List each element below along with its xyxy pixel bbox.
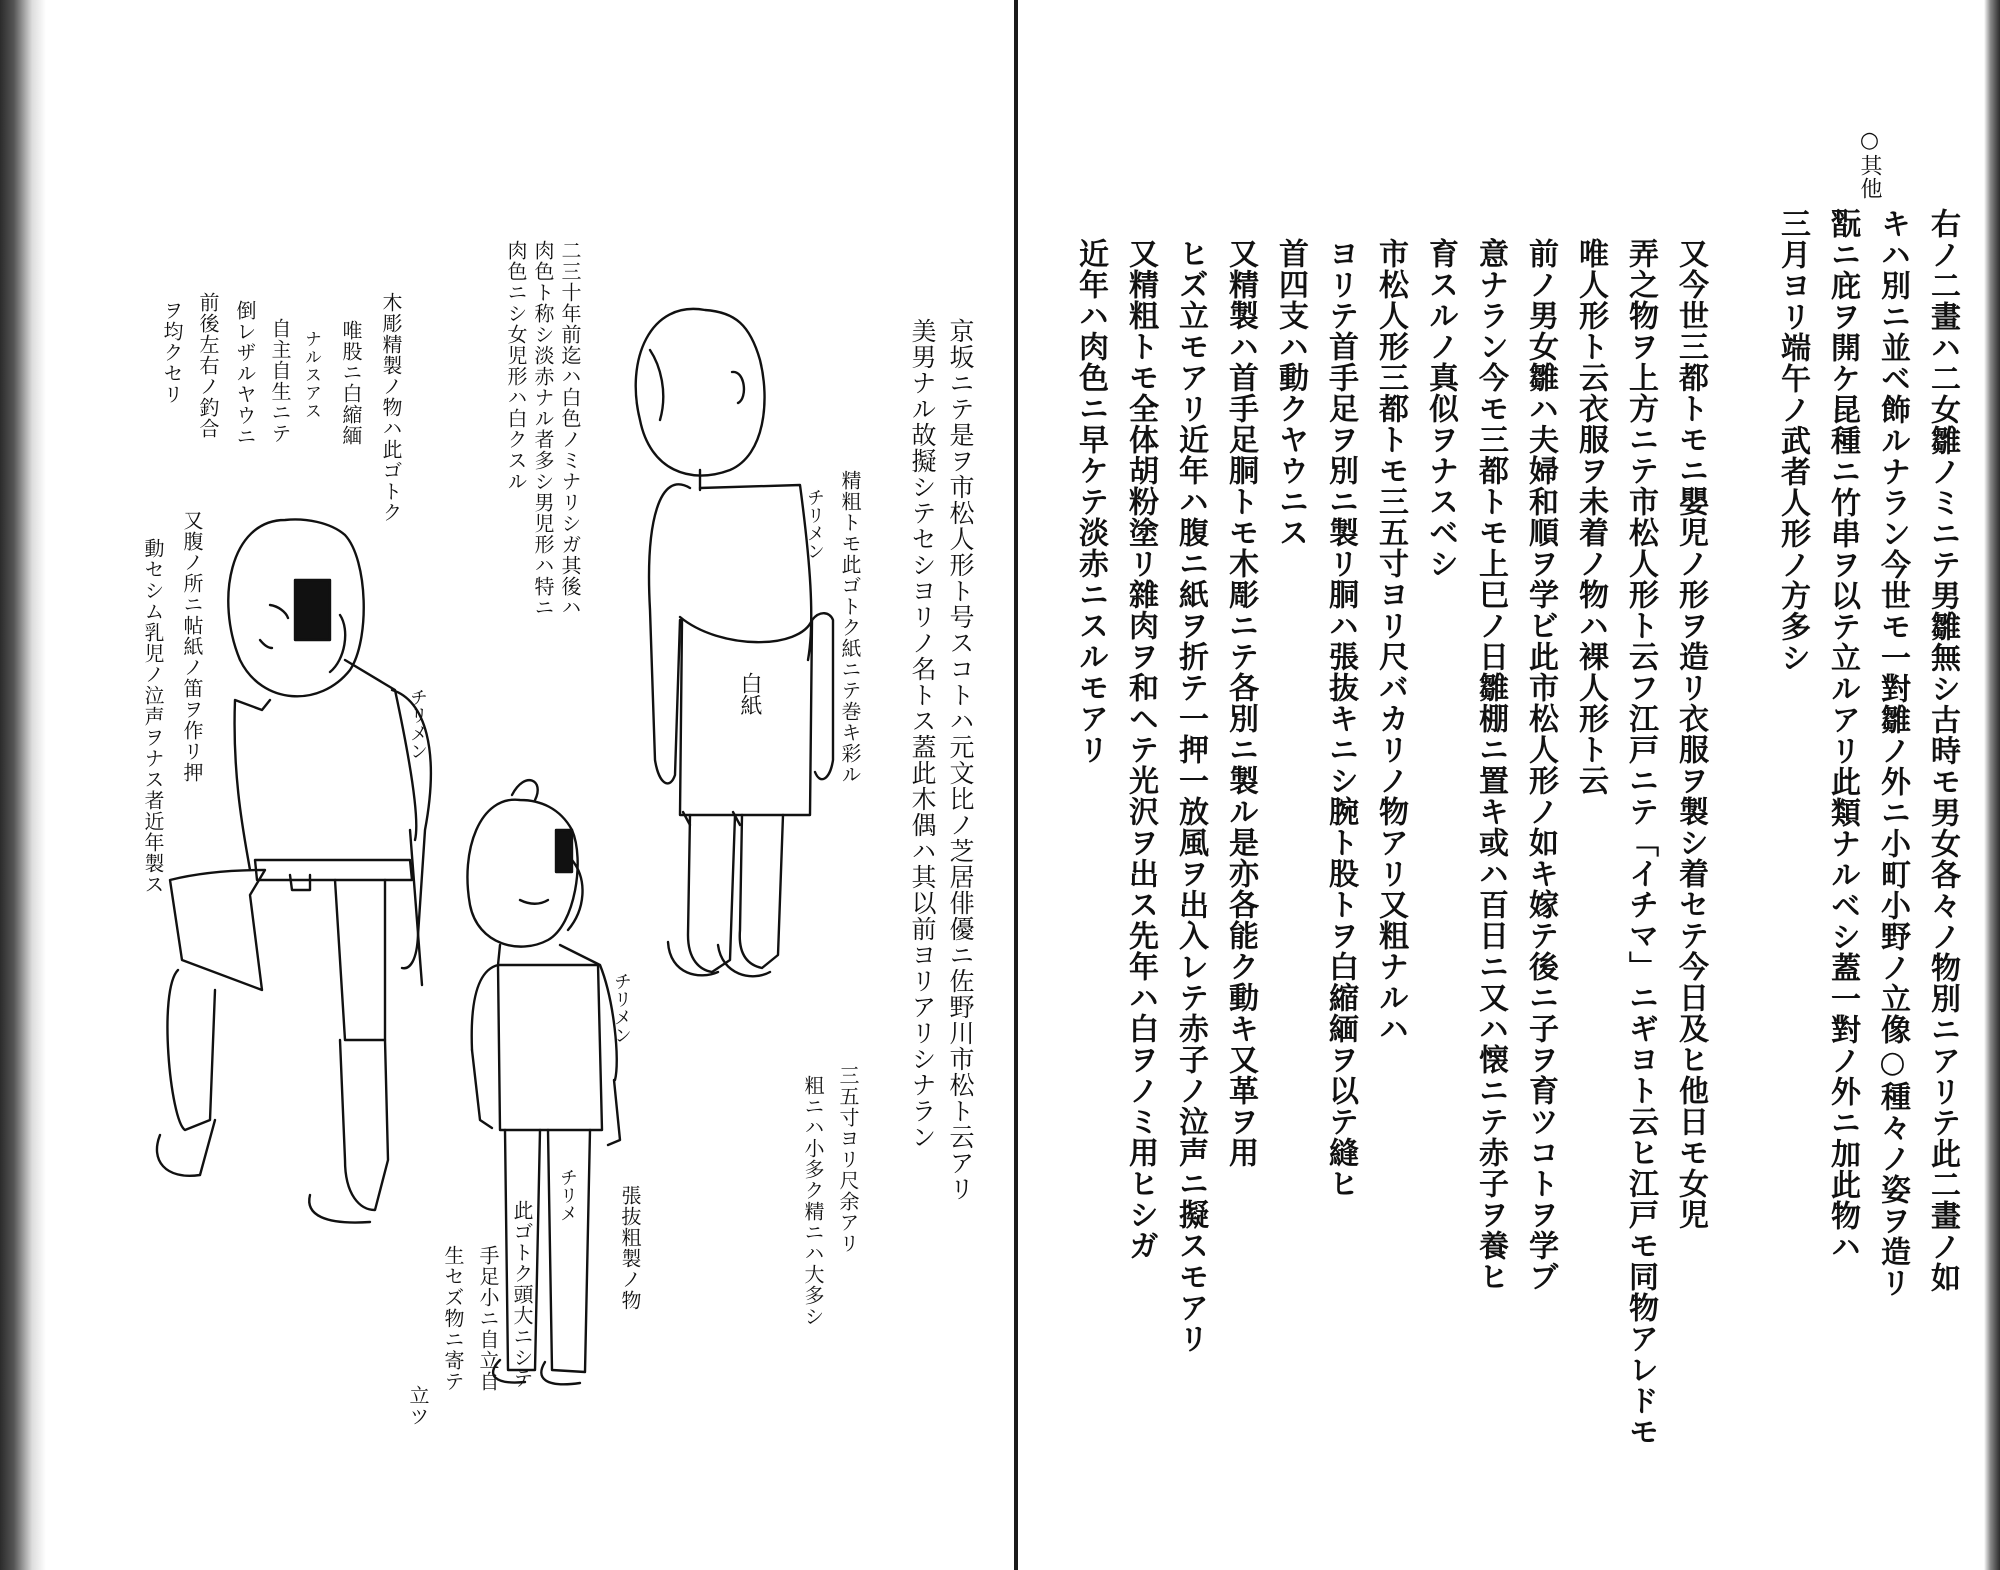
text-column-17: 近年ハ肉色ニ早ケテ淡赤ニスルモアリ [1073, 238, 1108, 765]
note-column-21: 三五寸ヨリ尺余アリ [836, 1065, 860, 1254]
note-column-18: 手足小ニ自立自 [476, 1245, 500, 1392]
text-column-12: ヨリテ首手足ヲ別ニ製リ胴ハ張抜キニシ腕ト股トヲ白縮緬ヲ以テ縫ヒ [1323, 238, 1358, 1199]
text-column-7: 唯人形ト云衣服ヲ未着ノ物ハ裸人形ト云 [1573, 238, 1608, 796]
note-column-22: 粗ニハ小多ク精ニハ大多シ [801, 1075, 825, 1327]
wooden-doll-figure [157, 520, 431, 1223]
text-column-15: ヒズ立モアリ近年ハ腹ニ紙ヲ折テ一押一放風ヲ出入レテ赤子ノ泣声ニ擬スモアリ [1173, 238, 1208, 1354]
text-column-1: 右ノ二畫ハ二女雛ノミニテ男雛無シ古時モ男女各々ノ物別ニアリテ此二畫ノ如 [1925, 208, 1960, 1293]
note-column-12: 前後左右ノ釣合 [196, 292, 220, 439]
text-column-10: 育スルノ真似ヲナスベシ [1423, 238, 1458, 579]
note-column-4: 二三十年前迄ハ白色ノミナリシガ其後ハ [558, 240, 582, 618]
text-column-9: 意ナラン今モ三都トモ上巳ノ日雛棚ニ置キ或ハ百日ニ又ハ懐ニテ赤子ヲ養ヒ [1473, 238, 1508, 1292]
note-column-7: 木彫精製ノ物ハ此ゴトク [379, 292, 403, 523]
note-column-2: 美男ナル故擬シテセシヨリノ名トス蓋此木偶ハ其以前ヨリアリシナラン [908, 318, 937, 1150]
label-white-paper: 白紙 [737, 672, 762, 716]
text-column-2: キハ別ニ並ベ飾ルナラン今世モ一對雛ノ外ニ小町小野ノ立像○種々ノ姿ヲ造リ [1875, 208, 1910, 1298]
text-column-14: 又精製ハ首手足胴トモ木彫ニテ各別ニ製ル是亦各能ク動キ又革ヲ用 [1223, 238, 1258, 1168]
note-column-9: ナルスアス [301, 330, 321, 420]
note-column-20: 立ツ [406, 1385, 430, 1427]
note-column-13: ヲ均クセリ [160, 300, 184, 405]
label-chirimen-standing-doll: チリメン [804, 488, 825, 560]
note-column-19: 生セズ物ニ寄テ [441, 1245, 465, 1392]
section-heading: ○其他 [1857, 128, 1882, 200]
note-column-15: 動セシム乳児ノ泣声ヲナス者近年製ス [141, 538, 165, 895]
text-column-16: 又精粗トモ全体胡粉塗リ雜肉ヲ和ヘテ光沢ヲ出ス先年ハ白ヲノミ用ヒシガ [1123, 238, 1158, 1261]
note-column-11: 倒レザルヤウニ [233, 300, 257, 447]
note-column-3: 精粗トモ此ゴトク紙ニテ巻キ彩ル [838, 470, 862, 785]
text-column-8: 前ノ男女雛ハ夫婦和順ヲ学ビ此市松人形ノ如キ嫁テ後ニ子ヲ育ツコトヲ学ブ [1523, 238, 1558, 1292]
note-column-17: 此ゴトク頭大ニシテ [510, 1200, 534, 1389]
note-column-10: 自主自生ニテ [268, 318, 292, 444]
note-column-5: 肉色ト称シ淡赤ナル者多シ男児形ハ特ニ [531, 240, 555, 618]
note-column-1: 京坂ニテ是ヲ市松人形ト号スコトハ元文比ノ芝居俳優ニ佐野川市松ト云アリ [946, 318, 975, 1202]
label-chirimen-small-doll: チリメン [611, 972, 632, 1044]
standing-doll-figure [636, 309, 833, 976]
note-column-8: 唯股ニ白縮緬 [339, 320, 363, 446]
text-column-6: 弄之物ヲ上方ニテ市松人形ト云フ江戸ニテ「イチマ」ニギヨト云ヒ江戸モ同物アレドモ [1623, 238, 1658, 1447]
text-column-4: 三月ヨリ端午ノ武者人形ノ方多シ [1775, 208, 1810, 673]
note-column-6: 肉色ニシ女児形ハ白クスル [504, 240, 528, 492]
text-column-5: 又今世三都トモニ嬰児ノ形ヲ造リ衣服ヲ製シ着セテ今日及ヒ他日モ女児 [1673, 238, 1708, 1230]
label-chirimen-wooden-doll: チリメン [407, 688, 428, 760]
label-leg-chirimen: チリメ [557, 1168, 578, 1222]
small-doll-figure [467, 780, 620, 1384]
note-column-14: 又腹ノ所ニ帖紙ノ笛ヲ作リ押 [180, 510, 204, 783]
page-gutter [1014, 0, 1018, 1570]
text-column-3: 翫ニ庇ヲ開ケ昆種ニ竹串ヲ以テ立ルアリ此類ナルベシ蓋一對ノ外ニ加此物ハ [1825, 208, 1860, 1262]
right-binding-edge [1984, 0, 2000, 1570]
text-column-13: 首四支ハ動クヤウニス [1273, 238, 1308, 548]
note-column-16: 張抜粗製ノ物 [618, 1185, 642, 1311]
text-column-11: 市松人形三都トモ三五寸ヨリ尺バカリノ物アリ又粗ナルハ [1373, 238, 1408, 1044]
